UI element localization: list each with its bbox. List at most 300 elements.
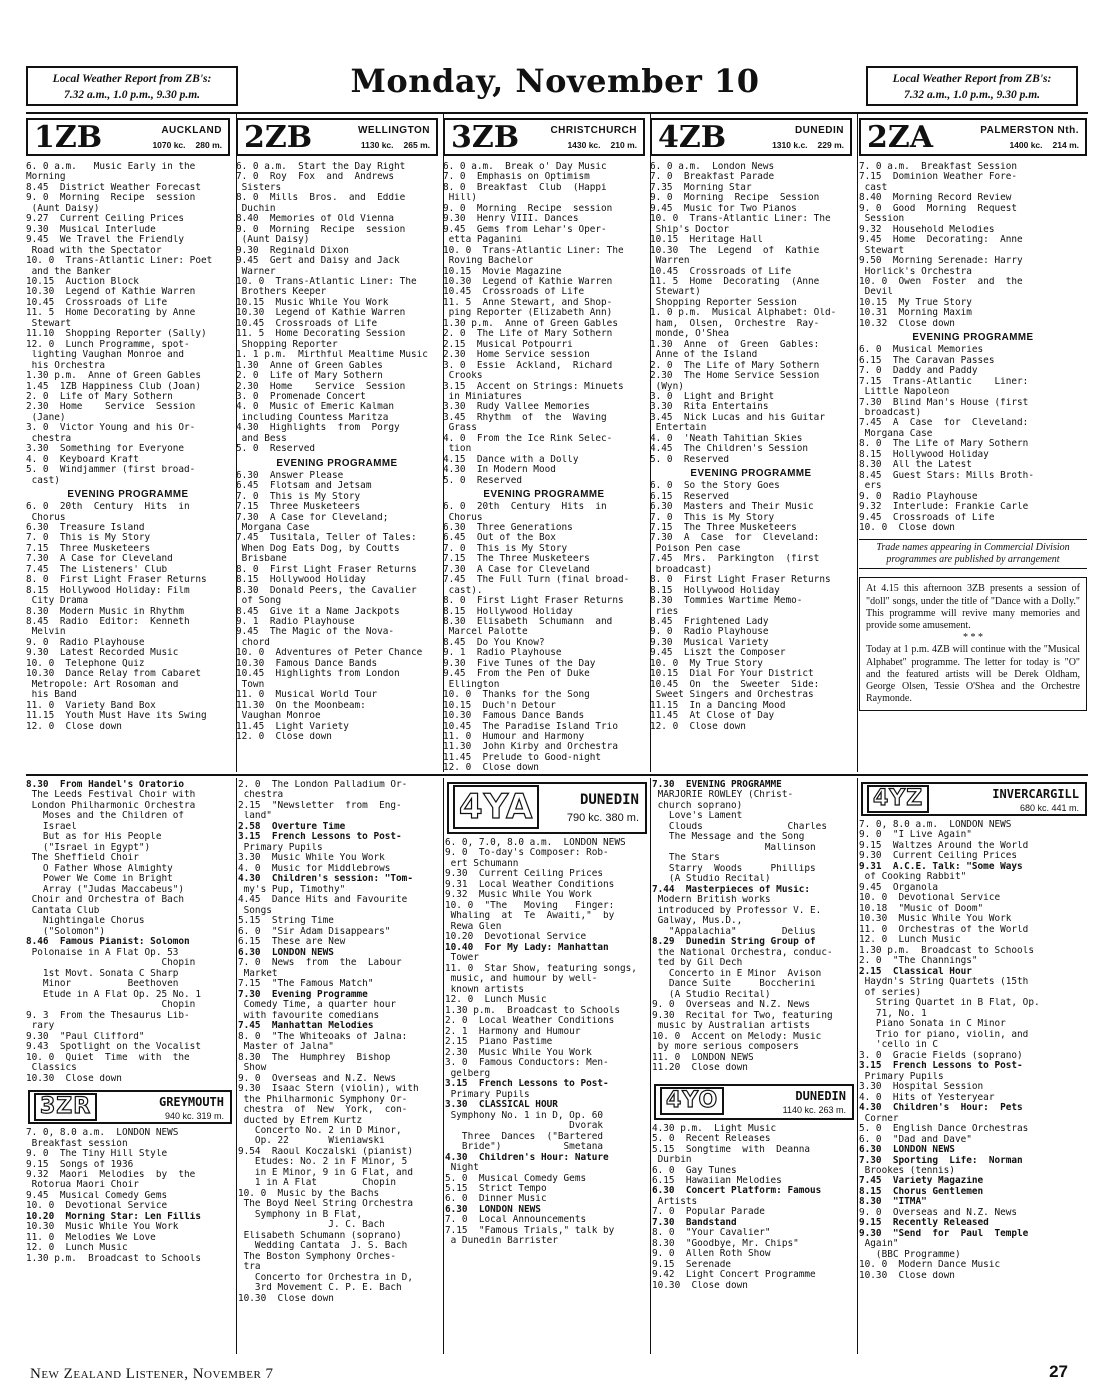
programme-line: 4.30 Children's session: "Tom-: [238, 874, 413, 885]
station-header-3zr: [28, 1090, 232, 1124]
programme-line: 3. 0 Famous Conductors: Men-: [445, 1058, 609, 1069]
programme-line: 8.30 "ITMA": [859, 1197, 927, 1208]
programme-line: Metropole: Art Rosoman and: [26, 679, 179, 690]
programme-line: 4. 0 From the Ice Rink Selec-: [443, 433, 613, 444]
programme-line: Wedding Cantata J. S. Bach: [238, 1241, 408, 1252]
programme-line: 10. 0 Music by the Bachs: [238, 1188, 380, 1199]
programme-line: tra: [238, 1262, 261, 1273]
station-header-4yo: [654, 1084, 854, 1120]
programme-line: 10.30 Close down: [238, 1293, 334, 1304]
programme-line: 9.30 Current Ceiling Prices: [859, 851, 1018, 862]
programme-line: 9.15 Serenade: [652, 1259, 732, 1270]
programme-line: 6. 0 "Dad and Dave": [859, 1134, 972, 1145]
programme-line: 10.30 Legend of Kathie Warren: [443, 276, 613, 287]
programme-line: Classics: [26, 1063, 77, 1074]
programme-list: [646, 162, 856, 732]
programme-line: by more serious composers: [652, 1042, 799, 1053]
programme-line: 8.45 Radio Editor: Kenneth: [26, 617, 190, 628]
programme-line: 9.54 Raoul Koczalski (pianist): [238, 1146, 413, 1157]
programme-line: 12. 0 Lunch Music: [859, 935, 961, 946]
programme-line: 9. 0 Radio Playhouse: [650, 627, 769, 638]
programme-line: 10.45 Crossroads of Life: [26, 297, 168, 308]
top-rule: [26, 112, 1088, 114]
programme-line: 9.45 Gems from Lehar's Oper-: [443, 224, 607, 235]
programme-line: Israel: [26, 821, 77, 832]
programme-line: The Boston Symphony Orches-: [238, 1251, 397, 1262]
trade-names-note: Trade names appearing in Commercial Division programmes are published by arrangement: [859, 539, 1087, 569]
programme-line: 8. 0 First Light Fraser Returns: [26, 575, 207, 586]
programme-line: 7.45 A Case for Cleveland:: [859, 418, 1029, 429]
programme-line: Chopin: [26, 1000, 196, 1011]
programme-line: 2. 0 Life of Mary Sothern: [26, 391, 173, 402]
programme-line: 3.30 Rita Entertains: [650, 402, 769, 413]
programme-line: 10. 0 Owen Foster and the: [859, 276, 1023, 287]
station-city: AUCKLAND: [161, 125, 222, 136]
programme-line: 8. 0 Breakfast Club (Happi: [443, 182, 607, 193]
station-call-sign: 4YZ: [867, 785, 929, 813]
programme-line: 9.30 Recital for Two, featuring: [652, 1010, 833, 1021]
programme-line: ("Solomon"): [26, 926, 106, 937]
programme-line: and Bess: [236, 433, 287, 444]
programme-line: 7.30 Blind Man's House (first: [859, 397, 1029, 408]
programme-line: 11. 0 Orchestras of the World: [859, 924, 1029, 935]
programme-line: The Sheffield Choir: [26, 853, 139, 864]
programme-line: "Appalachia" Delius: [652, 926, 816, 937]
programme-line: 7.45 Variety Magazine: [859, 1176, 984, 1187]
lower-column-divider: [236, 778, 237, 1354]
programme-line: 10. 0 Thanks for the Song: [443, 690, 590, 701]
programme-line: chestra of New York, con-: [238, 1105, 408, 1116]
lower-column-1: [26, 780, 234, 1354]
programme-line: etta Paganini: [443, 235, 523, 246]
programme-list: [232, 162, 442, 742]
programme-line: 10. 0 Telephone Quiz: [26, 658, 145, 669]
programme-line: 9. 0 To-day's Composer: Rob-: [445, 848, 609, 859]
programme-line: 10. 0 Adventures of Peter Chance: [236, 648, 423, 659]
programme-line: 7.15 Three Musketeers: [236, 502, 361, 513]
programme-line: 8.15 Hollywood Holiday: [443, 606, 573, 617]
programme-line: Stewart): [650, 287, 701, 298]
programme-line: 7. 0 Popular Parade: [652, 1207, 765, 1218]
station-header-2zb: [236, 118, 438, 156]
programme-line: Artists: [652, 1196, 698, 1207]
programme-line: 5. 0 Reserved: [236, 444, 316, 455]
programme-line: 8.15 Hollywood Holiday: Film: [26, 585, 190, 596]
programme-line: land": [238, 811, 272, 822]
programme-line: 1 in A Flat Chopin: [238, 1178, 397, 1189]
station-column-2za: [855, 118, 1091, 772]
programme-line: Primary Pupils: [238, 842, 323, 853]
weather-box-left: [26, 66, 238, 106]
programme-line: 10. 0 Accent on Melody: Music: [652, 1031, 822, 1042]
programme-line: Devil: [859, 287, 893, 298]
programme-line: 8. 0 "Your Cavalier": [652, 1228, 771, 1239]
programme-line: chestra: [26, 433, 72, 444]
programme-line: 9.45 Musical Comedy Gems: [26, 1190, 168, 1201]
programme-line: 7. 0 This is My Story: [443, 543, 568, 554]
programme-line: Session: [859, 214, 905, 225]
programme-line: 5. 0 Musical Comedy Gems: [445, 1173, 587, 1184]
station-header-4yz: [861, 782, 1087, 816]
page-number: 27: [1049, 1362, 1068, 1381]
programme-line: Cantata Club: [26, 905, 100, 916]
programme-line: 1.30 p.m. Broadcast to Schools: [445, 1005, 620, 1016]
programme-line: 11.15 In a Dancing Mood: [650, 700, 786, 711]
station-call-sign: 4YO: [660, 1087, 724, 1115]
programme-line: 4. 0 Hits of Yesteryear: [859, 1092, 995, 1103]
programme-line: 5.15 Songtime with Deanna: [652, 1144, 811, 1155]
programme-line: 7.30 A Case for Cleveland:: [650, 533, 820, 544]
programme-line: 10.30 Close down: [859, 1270, 955, 1281]
programme-line: 7.15 The Three Musketeers: [443, 554, 590, 565]
programme-line: 3.15 Accent on Strings: Minuets: [443, 381, 624, 392]
programme-line: chord: [236, 637, 270, 648]
programme-line: (Wyn): [650, 381, 684, 392]
programme-line: in E Minor, 9 in G Flat, and: [238, 1167, 413, 1178]
programme-line: Hill): [443, 193, 477, 204]
programme-line: 9. 0 Radio Playhouse: [26, 637, 145, 648]
programme-line: Corner: [859, 1113, 899, 1124]
programme-line: 11. 5 Home Decorating (Anne: [650, 276, 820, 287]
programme-line: 10.32 Close down: [859, 318, 955, 329]
programme-line: 9. 0 Allen Roth Show: [652, 1249, 771, 1260]
station-call-sign: 3ZR: [34, 1093, 97, 1121]
programme-line: ers: [859, 481, 882, 492]
programme-line: Crooks: [443, 371, 483, 382]
station-city: DUNEDIN: [795, 1088, 846, 1103]
programme-line: 9. 0 Overseas and N.Z. News: [652, 1000, 811, 1011]
programme-line: 7.30 Bandstand: [652, 1217, 737, 1228]
programme-line: 9. 0 Good Morning Request: [859, 203, 1018, 214]
programme-line: 9. 0 The Tiny Hill Style: [26, 1149, 168, 1160]
programme-line: 11. 5 Anne Stewart, and Shop-: [443, 297, 613, 308]
programme-line: Symphony No. 1 in D, Op. 60: [445, 1110, 604, 1121]
programme-line: 10.31 Morning Maxim: [859, 308, 972, 319]
programme-line: 7.30 EVENING PROGRAMME: [652, 780, 782, 790]
programme-line: Town: [236, 679, 265, 690]
programme-line: 2.15 Classical Hour: [859, 966, 972, 977]
programme-line: Chorus: [26, 512, 66, 523]
programme-line: 8.15 Chorus Gentlemen: [859, 1186, 984, 1197]
programme-line: 3.15 French Lessons to Post-: [238, 832, 402, 843]
programme-line: 4.30 Highlights from Porgy: [236, 423, 400, 434]
programme-line: with favourite comedians: [238, 1010, 380, 1021]
programme-line: O Father Whose Almighty: [26, 863, 173, 874]
middle-rule: [26, 774, 1088, 776]
programme-line: Little Napoleon: [859, 387, 950, 398]
programme-line: 3. 0 Promenade Concert: [236, 391, 366, 402]
programme-line: 8.30 From Handel's Oratorio: [26, 780, 185, 790]
programme-line: 9.45 The Magic of the Nova-: [236, 627, 395, 638]
programme-line: 9. 0 Overseas and N.Z. News: [238, 1073, 397, 1084]
programme-line: 3.45 Rhythm of the Waving: [443, 412, 607, 423]
programme-line: 8.45 Give it a Name Jackpots: [236, 606, 400, 617]
programme-line: a Dunedin Barrister: [445, 1236, 558, 1247]
programme-line: Grass: [443, 423, 477, 434]
programme-line: 2. 0 Local Weather Conditions: [445, 1016, 615, 1027]
programme-line: 5. 0 English Dance Orchestras: [859, 1124, 1029, 1135]
programme-line: 5. 0 Reserved: [443, 475, 523, 486]
programme-line: music, and humour by well-: [445, 974, 598, 985]
programme-line: 8.45 Frightened Lady: [650, 617, 769, 628]
programme-line: 11.15 Youth Must Have its Swing: [26, 711, 207, 722]
programme-line: Songs: [238, 905, 272, 916]
programme-list: [445, 838, 649, 1247]
feature-note-paragraph: Today at 1 p.m. 4ZB will continue with the "Musical Alphabet" programme. The letter for today is "O" and the featured artists will be Derek Oldham, George Olsen, Tessie O'Shea and the Orchestre Raymonde.: [866, 644, 1080, 705]
programme-line: 8.46 Famous Pianist: Solomon: [26, 937, 190, 948]
programme-list: [22, 162, 234, 732]
lower-column-4: [652, 780, 856, 1354]
programme-line: (Aunt Daisy): [26, 203, 100, 214]
programme-line: 11.30 On the Moonbeam:: [236, 700, 366, 711]
programme-line: known artists: [445, 984, 525, 995]
programme-line: 11. 0 Melodies We Love: [26, 1232, 156, 1243]
programme-line: 6. 0 Gay Tunes: [652, 1165, 737, 1176]
programme-line: 9. 0 Morning Recipe session: [443, 203, 613, 214]
programme-line: 'cello in C: [859, 1040, 939, 1051]
programme-line: 11.20 Close down: [652, 1063, 748, 1074]
station-kc: 1430 kc.: [567, 140, 601, 150]
programme-line: String Quartet in B Flat, Op.: [859, 998, 1040, 1009]
section-heading: EVENING PROGRAMME: [276, 457, 398, 469]
programme-line: 9.31 Local Weather Conditions: [445, 879, 615, 890]
programme-line: 3.30 Hospital Session: [859, 1082, 984, 1093]
programme-list: [855, 162, 1091, 533]
programme-line: 7.44 Masterpieces of Music:: [652, 884, 811, 895]
programme-line: 8.45 Guest Stars: Mills Broth-: [859, 470, 1034, 481]
programme-line: 6. 0 So the Story Goes: [650, 481, 780, 492]
programme-line: 9.32 Maori Melodies by the: [26, 1169, 196, 1180]
programme-line: 6.15 These are New: [238, 937, 346, 948]
programme-line: 3. 0 Gracie Fields (soprano): [859, 1050, 1023, 1061]
programme-line: 2.15 Piano Pastime: [445, 1037, 553, 1048]
programme-line: Sweet Singers and Orchestras: [650, 690, 814, 701]
station-metres: 229 m.: [817, 140, 844, 150]
programme-line: 2. 0 The Life of Mary Sothern: [650, 360, 820, 371]
programme-line: Concerto No. 2 in D Minor,: [238, 1125, 402, 1136]
programme-line: 9. 0 Radio Playhouse: [859, 491, 978, 502]
station-call-sign: 1ZB: [34, 120, 103, 155]
station-city: PALMERSTON Nth.: [980, 125, 1079, 136]
programme-line: 11. 5 Home Decorating by Anne: [26, 308, 196, 319]
programme-line: 11.30 John Kirby and Orchestra: [443, 742, 618, 753]
programme-line: 11.45 Prelude to Good-night: [443, 752, 602, 763]
programme-line: Rotorua Maori Choir: [26, 1180, 139, 1191]
programme-line: 7.30 Sporting Life: Norman: [859, 1155, 1023, 1166]
programme-line: 7.45 The Listeners' Club: [26, 564, 168, 575]
lower-column-2: [238, 780, 442, 1354]
programme-line: 10.15 Movie Magazine: [443, 266, 562, 277]
programme-line: 6. 0 a.m. Start the Day Right: [236, 162, 406, 172]
programme-line: Brisbane: [236, 554, 287, 565]
programme-line: 11. 0 LONDON NEWS: [652, 1052, 754, 1063]
programme-line: Three Dances ("Bartered: [445, 1131, 604, 1142]
programme-line: 10.40 For My Lady: Manhattan: [445, 942, 609, 953]
programme-line: Ellington: [443, 679, 500, 690]
programme-line: 10.30 Dance Relay from Cabaret: [26, 669, 201, 680]
programme-line: 9.15 Recently Released: [859, 1218, 989, 1229]
programme-line: Symphony in B Flat,: [238, 1209, 363, 1220]
feature-note-stars: * * *: [963, 632, 983, 644]
station-header-4ya: [447, 782, 647, 834]
programme-line: Polonaise in A Flat Op. 53: [26, 947, 179, 958]
programme-line: 8. 0 The Life of Mary Sothern: [859, 439, 1029, 450]
programme-line: 7. 0 This is My Story: [650, 512, 775, 523]
programme-line: 6. 0 "Sir Adam Disappears": [238, 926, 391, 937]
station-column-1zb: [22, 118, 234, 772]
programme-line: 6.15 Reserved: [650, 491, 730, 502]
programme-line: 12. 0 Close down: [650, 721, 746, 732]
programme-line: ries: [650, 606, 679, 617]
programme-line: 6. 0 Musical Memories: [859, 345, 984, 356]
programme-line: 9.45 Liszt the Composer: [650, 648, 786, 659]
programme-list: [652, 780, 856, 1074]
programme-line: 10. 0 Trans-Atlantic Liner: The: [650, 214, 831, 225]
programme-line: his Orchestra: [26, 360, 106, 371]
programme-line: Shopping Reporter Session: [650, 297, 797, 308]
programme-line: 7. 0 Local Announcements: [445, 1215, 587, 1226]
programme-line: Shopping Reporter: [236, 339, 338, 350]
programme-line: 8.45 District Weather Forecast: [26, 182, 201, 193]
programme-line: and the Banker: [26, 266, 111, 277]
programme-line: 9. 1 Radio Playhouse: [443, 648, 562, 659]
station-city: CHRISTCHURCH: [550, 125, 637, 136]
programme-line: 6.30 Treasure Island: [26, 522, 145, 533]
programme-line: Whaling at Te Awaiti," by: [445, 911, 615, 922]
programme-line: 11.45 Light Variety: [236, 721, 349, 732]
programme-line: 4. 0 Keyboard Kraft: [26, 454, 139, 465]
programme-line: Op. 22 Wieniawski: [238, 1136, 385, 1147]
programme-line: Durbin: [652, 1155, 692, 1166]
programme-line: Anne of the Island: [650, 350, 758, 361]
programme-line: Breakfast session: [26, 1138, 128, 1149]
programme-line: 9.30 Musical Variety: [650, 637, 769, 648]
programme-line: 9.31 A.C.E. Talk: "Some Ways: [859, 861, 1023, 872]
programme-line: 6. 0 a.m. Break o' Day Music: [443, 162, 607, 172]
programme-line: 9.30 Five Tunes of the Day: [443, 658, 596, 669]
programme-line: Concerto in E Minor Avison: [652, 968, 822, 979]
programme-line: 8.15 Hollywood Holiday: [859, 449, 989, 460]
programme-line: 1. 1 p.m. Mirthful Mealtime Music: [236, 350, 428, 361]
station-frequency: 680 kc. 441 m.: [1019, 803, 1079, 813]
programme-line: 71, No. 1: [859, 1008, 927, 1019]
station-frequency: [557, 140, 637, 150]
programme-line: 8.30 Donald Peers, the Cavalier: [236, 585, 417, 596]
programme-line: Show: [238, 1063, 267, 1074]
programme-line: 10.15 My True Story: [859, 297, 972, 308]
programme-line: 10. 0 Trans-Atlantic Liner: The: [443, 245, 624, 256]
programme-line: 9. 0 Morning Recipe Session: [650, 193, 820, 204]
programme-line: Mallinson: [652, 842, 816, 853]
programme-line: 4.30 p.m. Light Music: [652, 1123, 777, 1134]
programme-line: London Philharmonic Orchestra: [26, 800, 196, 811]
programme-line: Roving Bachelor: [443, 256, 534, 267]
programme-line: 10.45 On the Sweeter Side:: [650, 679, 820, 690]
programme-line: his Band: [26, 690, 77, 701]
page-title: Monday, November 10: [350, 62, 760, 100]
programme-line: Sisters: [236, 182, 282, 193]
station-frequency: [762, 140, 844, 150]
programme-line: 10. 0 Quiet Time with the: [26, 1052, 190, 1063]
programme-line: 12. 0 Close down: [443, 763, 539, 772]
programme-line: Duchin: [236, 203, 276, 214]
programme-line: 8.30 "Goodbye, Mr. Chips": [652, 1238, 799, 1249]
programme-list: [26, 780, 234, 1084]
programme-list: [652, 1124, 856, 1292]
programme-line: 2.15 Musical Potpourri: [443, 339, 573, 350]
programme-line: of Cooking Rabbit": [859, 872, 967, 883]
station-call-sign: 2ZB: [244, 120, 313, 155]
programme-line: (A Studio Recital): [652, 989, 771, 1000]
programme-line: monde, O'Shea: [650, 329, 730, 340]
programme-line: 10. 0 "The Moving Finger:: [445, 900, 615, 911]
section-heading: EVENING PROGRAMME: [67, 489, 189, 501]
programme-line: 8.40 Memories of Old Vienna: [236, 214, 395, 225]
programme-line: 10.45 Crossroads of Life: [650, 266, 792, 277]
programme-line: 10.30 The Legend of Kathie: [650, 245, 820, 256]
programme-line: 11. 0 Humour and Harmony: [443, 732, 585, 743]
programme-line: 7. 0 Emphasis on Optimism: [443, 172, 590, 183]
programme-line: 7.30 A Case for Cleveland: [443, 564, 590, 575]
programme-line: 9.30 Henry VIII. Dances: [443, 214, 579, 225]
programme-line: 3. 0 Essie Ackland, Richard: [443, 360, 613, 371]
programme-line: 2.30 Home Service Session: [236, 381, 406, 392]
programme-line: 7. 0 Daddy and Paddy: [859, 366, 978, 377]
programme-line: 6. 0 a.m. Music Early in the: [26, 162, 196, 172]
programme-line: Master of Jalna": [238, 1042, 334, 1053]
programme-line: ducted by Efrem Kurtz: [238, 1115, 363, 1126]
station-metres: 265 m.: [403, 140, 430, 150]
programme-line: 9.30 "Paul Clifford": [26, 1031, 145, 1042]
lower-column-divider: [650, 778, 651, 1354]
programme-line: 10.30 Famous Dance Bands: [443, 711, 585, 722]
programme-line: Choir and Orchestra of Bach: [26, 895, 185, 906]
programme-line: Primary Pupils: [445, 1089, 530, 1100]
programme-line: Nightingale Chorus: [26, 916, 145, 927]
programme-line: 8. 0 Mills Bros. and Eddie: [236, 193, 406, 204]
programme-line: 7.15 The Three Musketeers: [650, 522, 797, 533]
programme-line: 10. 0 Close down: [859, 522, 955, 533]
programme-line: 9.42 Light Concert Programme: [652, 1270, 816, 1281]
programme-line: 11.10 Shopping Reporter (Sally): [26, 329, 207, 340]
station-call-sign: 2ZA: [867, 120, 934, 155]
footer-publication: New Zealand Listener, November 7: [30, 1366, 274, 1382]
programme-line: (Aunt Daisy): [236, 235, 310, 246]
programme-line: Entertain: [650, 423, 707, 434]
programme-line: 10.30 Famous Dance Bands: [236, 658, 378, 669]
programme-line: the National Orchestra, conduc-: [652, 947, 833, 958]
programme-line: 9.45 Organola: [859, 882, 939, 893]
programme-line: 10.45 Highlights from London: [236, 669, 400, 680]
section-heading: EVENING PROGRAMME: [483, 489, 605, 501]
section-heading: EVENING PROGRAMME: [912, 332, 1034, 344]
programme-line: 11. 0 Star Show, featuring songs,: [445, 963, 637, 974]
programme-line: 1.30 p.m. Anne of Green Gables: [26, 371, 201, 382]
station-frequency: 790 kc. 380 m.: [566, 812, 639, 824]
programme-line: 2.30 The Home Service Session: [650, 371, 820, 382]
programme-line: 10.15 Auction Block: [26, 276, 139, 287]
programme-line: 8.30 All the Latest: [859, 460, 972, 471]
programme-line: chestra: [238, 790, 284, 801]
programme-line: Concerto for Orchestra in D,: [238, 1272, 413, 1283]
programme-line: 6. 0 Dinner Music: [445, 1194, 547, 1205]
programme-line: 10.30 Music While You Work: [26, 1222, 179, 1233]
programme-line: 1.30 Anne of Green Gables: [236, 360, 383, 371]
programme-line: 7.35 Morning Star: [650, 182, 752, 193]
programme-line: the Philharmonic Symphony Or-: [238, 1094, 408, 1105]
station-metres: 214 m.: [1052, 140, 1079, 150]
weather-box-right: [866, 66, 1078, 106]
